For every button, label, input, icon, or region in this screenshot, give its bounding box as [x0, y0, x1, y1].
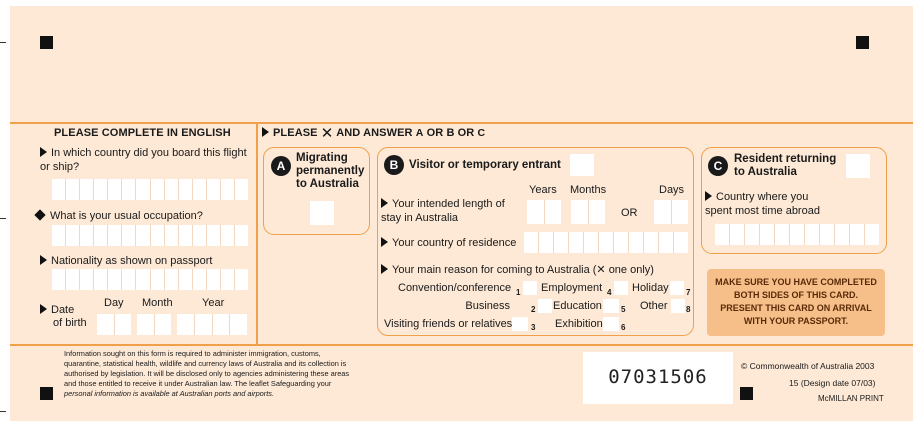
or-label: OR — [621, 207, 638, 219]
arrow-icon — [40, 147, 47, 157]
arrow-icon — [381, 237, 388, 247]
reason-label: Business — [465, 300, 510, 312]
nationality-field[interactable] — [52, 269, 248, 290]
completion-notice: MAKE SURE YOU HAVE COMPLETED BOTH SIDES OF THIS CARD. PRESENT THIS CARD ON ARRIVAL WITH YOUR PASSPORT. — [707, 269, 885, 336]
days-label: Days — [659, 184, 685, 196]
reason-checkbox-exhibition[interactable] — [603, 317, 619, 331]
top-rule — [10, 122, 913, 124]
edge-tick — [0, 411, 6, 412]
dob-month-label: Month — [142, 297, 173, 309]
arrow-icon — [262, 127, 269, 137]
months-label: Months — [570, 184, 607, 196]
reason-checkbox-employment[interactable] — [614, 281, 628, 295]
section-b-title: Visitor or temporary entrant — [409, 159, 561, 171]
reason-code: 8 — [686, 305, 691, 314]
arrow-icon — [705, 191, 712, 201]
dob-year-label: Year — [202, 297, 225, 309]
reason-code: 3 — [531, 323, 536, 332]
residence-field[interactable] — [524, 232, 688, 253]
section-a-badge: A — [271, 156, 291, 176]
section-a-checkbox[interactable] — [310, 201, 334, 225]
reason-label: Convention/conference — [398, 282, 512, 294]
printer: McMILLAN PRINT — [818, 394, 884, 403]
length-of-stay-question: Your intended length of stay in Australia — [381, 198, 505, 224]
bottom-rule — [10, 344, 913, 346]
registration-mark — [40, 36, 53, 49]
country-flight-question — [40, 146, 250, 174]
occupation-question — [36, 209, 256, 223]
reason-code: 4 — [607, 288, 612, 297]
stay-months-field[interactable] — [571, 200, 605, 224]
reason-label: Holiday — [632, 282, 669, 294]
serial-number-box — [583, 352, 733, 404]
dob-label-line1: Date — [40, 303, 74, 317]
reason-label: Exhibition — [555, 318, 603, 330]
copyright: © Commonwealth of Australia 2003 — [741, 361, 875, 371]
arrow-icon — [40, 304, 47, 314]
reason-question: Your main reason for coming to Australia (✕ one only) — [381, 263, 654, 277]
column-divider — [256, 122, 258, 345]
reason-code: 5 — [621, 305, 626, 314]
dob-day-field[interactable] — [97, 314, 131, 335]
reason-checkbox-business[interactable] — [538, 299, 552, 313]
section-c-checkbox[interactable] — [846, 154, 870, 178]
diamond-icon — [34, 209, 45, 220]
section-a-title: Migrating permanently to Australia — [296, 152, 365, 190]
registration-mark — [40, 387, 53, 400]
registration-mark — [856, 36, 869, 49]
dob-label-line2: of birth — [53, 317, 87, 329]
residence-question: Your country of residence — [381, 236, 516, 250]
reason-label: Visiting friends or relatives — [384, 318, 513, 330]
cross-mark-icon: ✕ — [320, 125, 334, 142]
arrow-icon — [381, 198, 388, 208]
reason-checkbox-education[interactable] — [603, 299, 619, 313]
occupation-field[interactable] — [52, 225, 248, 246]
section-b-badge: B — [384, 155, 404, 175]
reason-code: 2 — [531, 305, 536, 314]
dob-day-label: Day — [104, 297, 124, 309]
reason-checkbox-visiting[interactable] — [512, 317, 528, 331]
reason-label: Education — [553, 300, 602, 312]
stay-years-field[interactable] — [527, 200, 561, 224]
reason-code: 6 — [621, 323, 626, 332]
nationality-label: Nationality as shown on passport — [51, 255, 213, 267]
section-c-title: Resident returning to Australia — [734, 153, 837, 178]
privacy-statement: Information sought on this form is required to administer immigration, customs, quarantine, statistical health, wildlife and currency laws of Australia and its collection is authorised by legislation. It will be disclosed only to agencies administering these areas and those entitled to receive it under Australian law. The leaflet Safeguarding your personal information is available at Australian ports and airports. — [64, 349, 350, 398]
abroad-question: Country where you spent most time abroad — [705, 191, 820, 217]
stay-days-field[interactable] — [654, 200, 688, 224]
section-c-badge: C — [708, 156, 728, 176]
arrow-icon — [40, 255, 47, 265]
complete-in-english: PLEASE COMPLETE IN ENGLISH — [54, 127, 231, 139]
dob-month-field[interactable] — [137, 314, 171, 335]
reason-checkbox-convention[interactable] — [523, 281, 537, 295]
years-label: Years — [529, 184, 557, 196]
nationality-question — [40, 254, 260, 268]
occupation-label: What is your usual occupation? — [50, 210, 203, 222]
reason-checkbox-holiday[interactable] — [670, 281, 684, 295]
edge-tick — [0, 218, 6, 219]
section-b-checkbox[interactable] — [570, 154, 594, 176]
design-date: 15 (Design date 07/03) — [789, 378, 876, 388]
dob-year-field[interactable] — [177, 314, 247, 335]
registration-mark — [740, 387, 753, 400]
edge-tick — [0, 42, 6, 43]
answer-instruction: PLEASE ✕ AND ANSWER A OR B OR C — [262, 127, 485, 140]
country-flight-label: In which country did you board this flight or ship? — [40, 147, 247, 173]
reason-code: 1 — [516, 288, 521, 297]
reason-label: Employment — [541, 282, 603, 294]
reason-label: Other — [640, 300, 668, 312]
reason-checkbox-other[interactable] — [671, 299, 685, 313]
reason-code: 7 — [686, 288, 691, 297]
arrow-icon — [381, 264, 388, 274]
abroad-field[interactable] — [715, 224, 879, 245]
country-flight-field[interactable] — [52, 179, 248, 200]
serial-number: 07031506 — [608, 366, 708, 388]
